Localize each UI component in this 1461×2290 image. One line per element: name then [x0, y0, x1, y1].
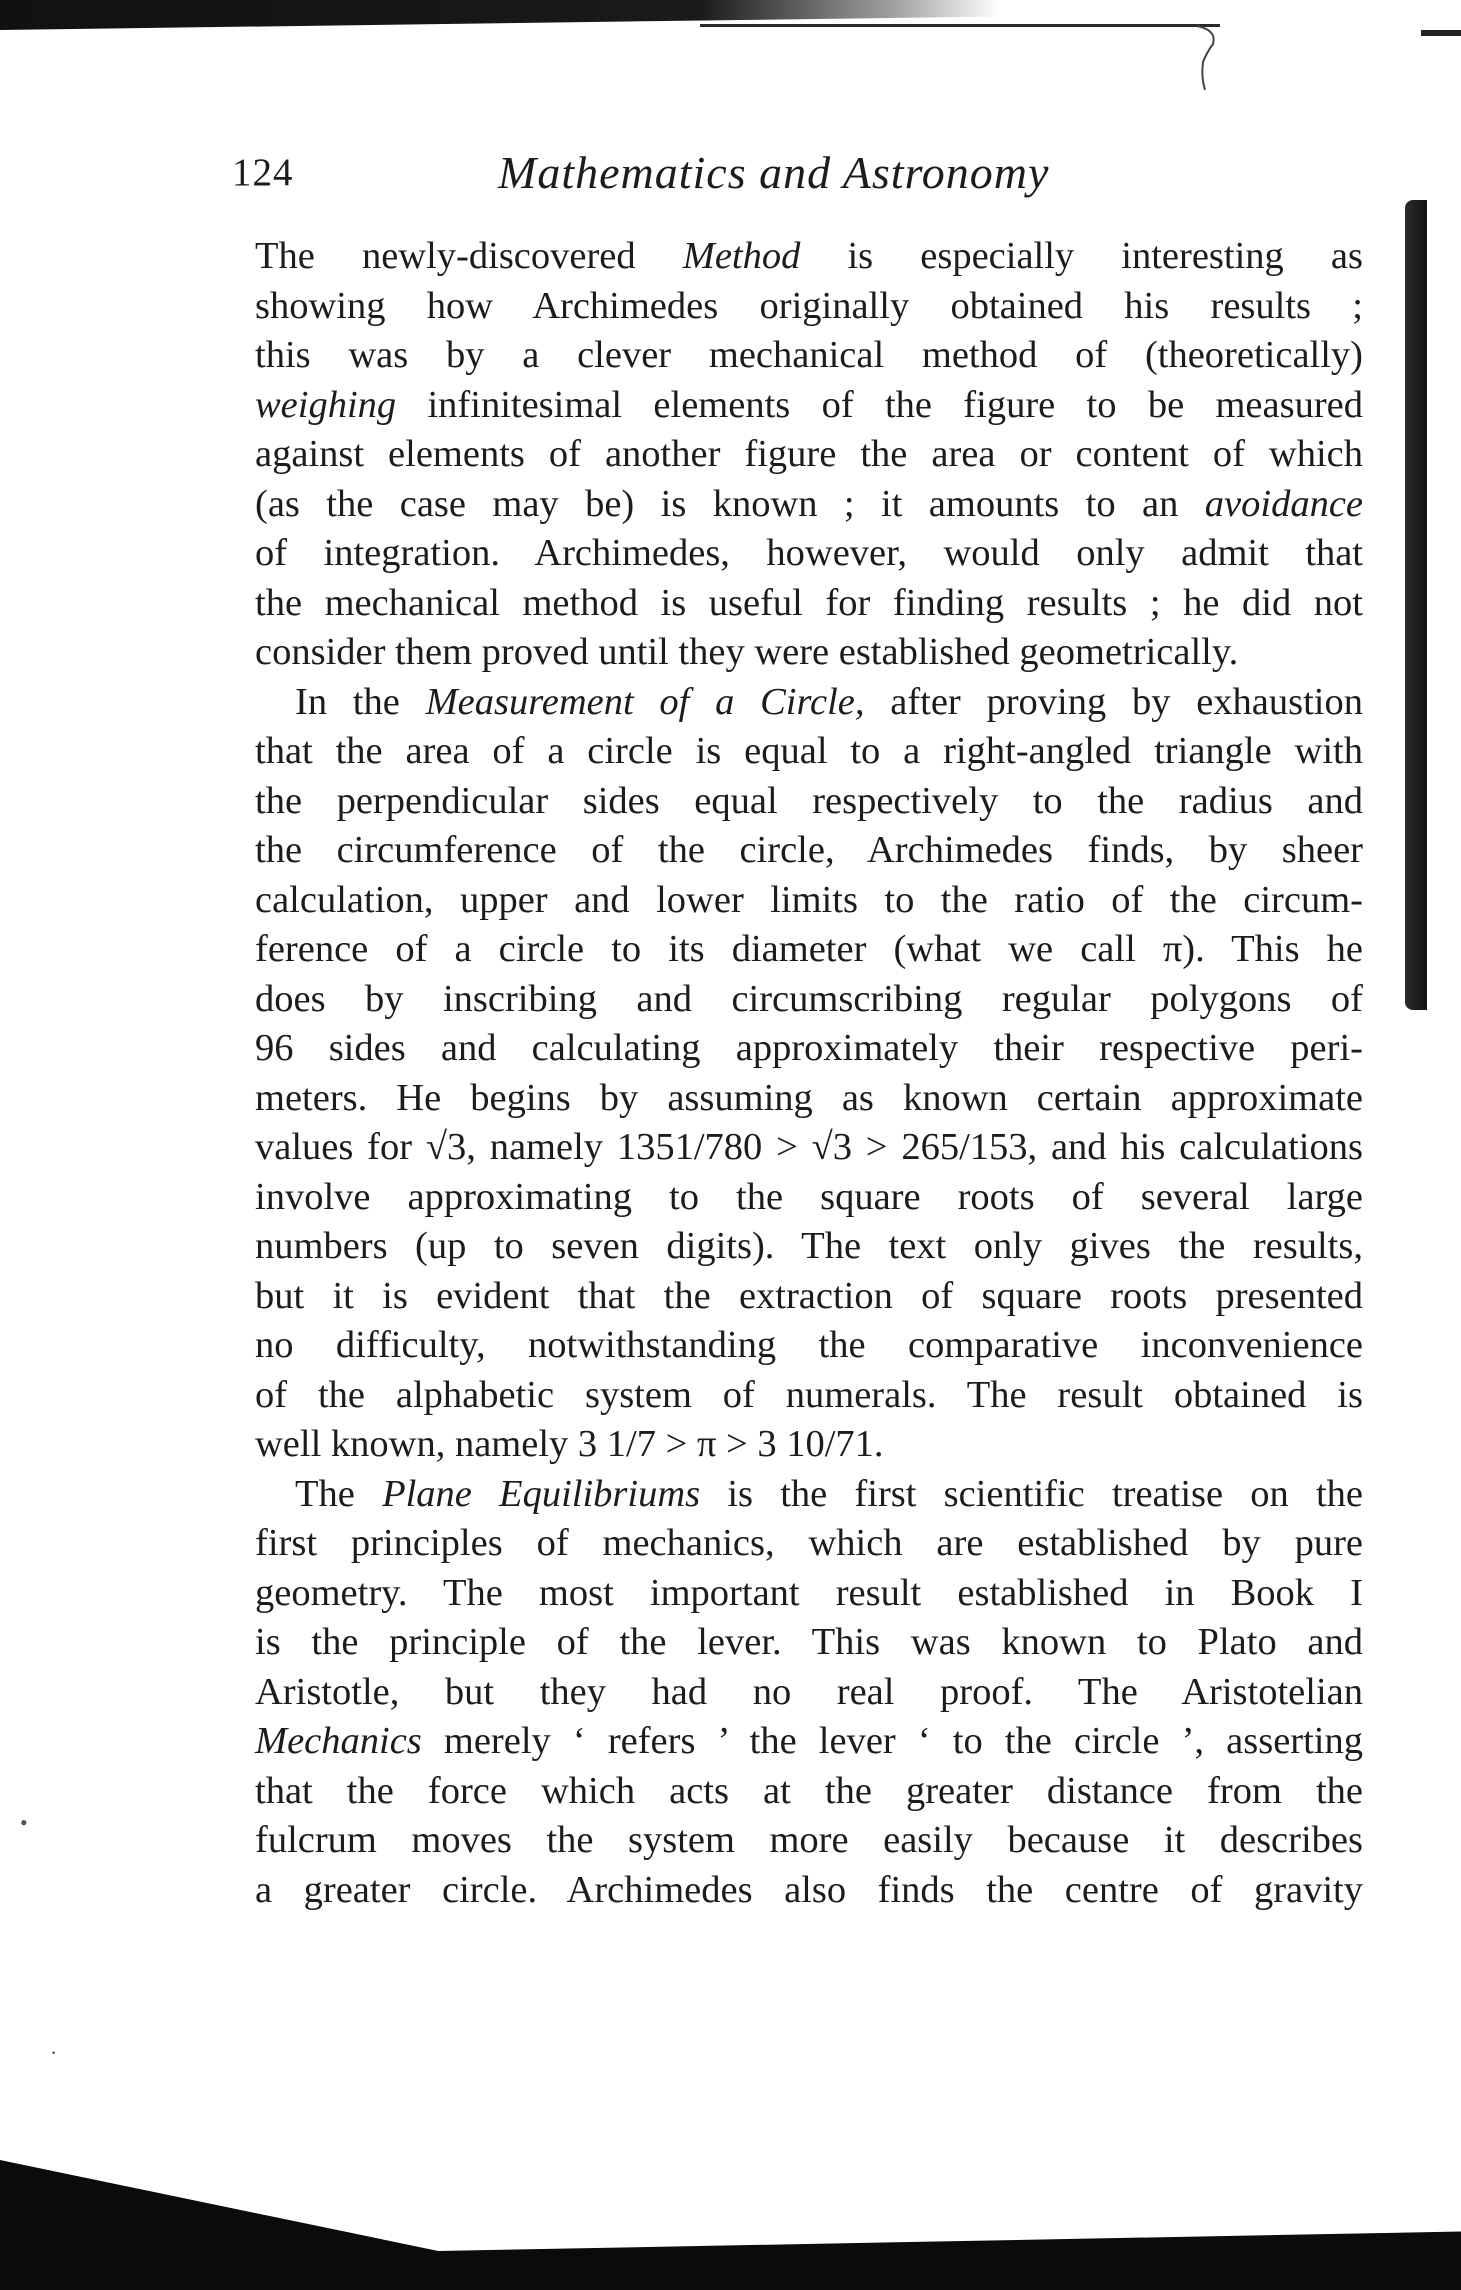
- text-line: no difficulty, notwithstanding the comparative inconvenience: [255, 1324, 1363, 1366]
- text-line: The newly-discovered Method is especially interesting as: [255, 235, 1363, 277]
- text-line: a greater circle. Archimedes also finds the centre of gravity: [255, 1868, 1363, 1911]
- text-line: geometry. The most important result established in Book I: [255, 1571, 1363, 1614]
- text-line: of integration. Archimedes, however, would only admit that: [255, 532, 1363, 574]
- text-line: against elements of another figure the area or content of which: [255, 433, 1363, 475]
- page-header: [232, 140, 1362, 200]
- text-line: (as the case may be) is known ; it amounts to an avoidance: [255, 482, 1363, 525]
- text-line: does by inscribing and circumscribing regular polygons of: [255, 977, 1363, 1020]
- text-line: showing how Archimedes originally obtained his results ;: [255, 284, 1363, 327]
- text-line: well known, namely 3 1/7 > π > 3 10/71.: [255, 1423, 884, 1465]
- text-line: this was by a clever mechanical method of (theoretically): [255, 334, 1363, 376]
- text-line: consider them proved until they were established geometrically.: [255, 631, 1239, 673]
- text-line: first principles of mechanics, which are established by pure: [255, 1522, 1363, 1564]
- text-line: the circumference of the circle, Archimedes finds, by sheer: [255, 829, 1363, 871]
- text-line: In the Measurement of a Circle, after proving by exhaustion: [295, 680, 1363, 723]
- text-line: of the alphabetic system of numerals. The result obtained is: [255, 1373, 1363, 1416]
- text-line: The Plane Equilibriums is the first scientific treatise on the: [295, 1472, 1364, 1515]
- running-title: Mathematics and Astronomy: [498, 147, 1050, 198]
- text-line: weighing infinitesimal elements of the figure to be measured: [255, 383, 1363, 426]
- text-line: involve approximating to the square roots of several large: [255, 1175, 1363, 1218]
- scan-speck: •: [20, 1810, 28, 1835]
- scan-curl-mark: [1195, 22, 1221, 92]
- text-line: meters. He begins by assuming as known certain approximate: [255, 1076, 1363, 1119]
- text-line: fulcrum moves the system more easily because it describes: [255, 1819, 1363, 1861]
- text-line: that the force which acts at the greater distance from the: [255, 1769, 1363, 1812]
- text-line: that the area of a circle is equal to a right-angled triangle with: [255, 730, 1363, 772]
- text-line: the perpendicular sides equal respectively to the radius and: [255, 779, 1363, 822]
- scan-edge-bottom: [0, 2160, 1461, 2290]
- text-line: Mechanics merely ‘ refers ’ the lever ‘ to the circle ’, asserting: [255, 1720, 1363, 1762]
- scan-edge-mark-right: [1421, 30, 1461, 36]
- text-line: 96 sides and calculating approximately their respective peri-: [255, 1027, 1363, 1069]
- text-line: numbers (up to seven digits). The text only gives the results,: [255, 1225, 1363, 1267]
- text-line: ference of a circle to its diameter (what we call π). This he: [255, 928, 1363, 970]
- text-line: Aristotle, but they had no real proof. The Aristotelian: [255, 1670, 1363, 1713]
- scan-speck: ·: [50, 2040, 58, 2065]
- text-line: is the principle of the lever. This was known to Plato and: [255, 1621, 1363, 1663]
- scan-rule-top: [700, 24, 1220, 27]
- text-line: calculation, upper and lower limits to the ratio of the circum-: [255, 878, 1363, 921]
- text-line: the mechanical method is useful for finding results ; he did not: [255, 581, 1363, 624]
- page-number: 124: [232, 151, 294, 194]
- body-text: [255, 232, 1363, 1915]
- page-edge-shadow: [1405, 200, 1427, 1010]
- text-line: values for √3, namely 1351/780 > √3 > 265/153, and his calculations: [255, 1126, 1363, 1168]
- text-line: but it is evident that the extraction of square roots presented: [255, 1274, 1363, 1317]
